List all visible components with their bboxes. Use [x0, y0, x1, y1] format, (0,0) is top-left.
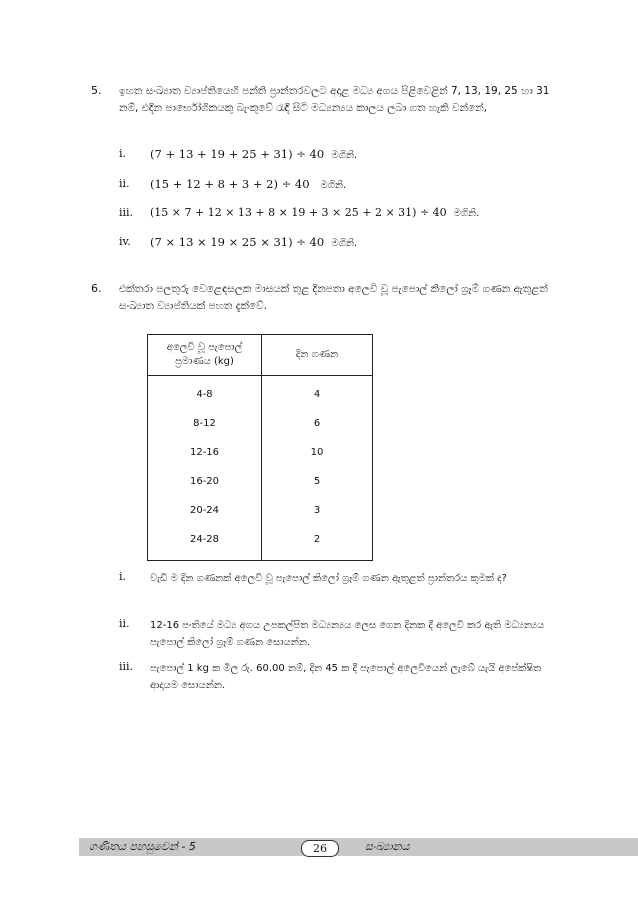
option-iii: [0, 206, 638, 224]
option-i: [0, 147, 638, 165]
question-text: ඉහත සංඛ්‍යාත ව්‍යාප්තියෙහි පන්ති ප්‍රාන්තරවලට අදාළ මධ්‍ය අගය පිළිවෙළින් 7, 13, 19, 25 හා 31 නම්, එදින පාර්භෝගිකයකු බැංකුවේ රැඳී සිටි මධ්‍යන්‍යය කාලය ලබා ගත හැකි වන්නේ,: [119, 85, 550, 114]
cell-days: 6: [262, 409, 373, 438]
question-number: 6.: [91, 282, 102, 295]
option-suffix: මගිනි.: [320, 180, 347, 191]
page-footer: [79, 838, 638, 856]
column-header-quantity: අලෙවි වූ පැපොල් ප්‍රමාණය (kg): [148, 335, 262, 376]
table-row: [148, 376, 373, 410]
cell-range: 12-16: [148, 438, 262, 467]
cell-range: 20-24: [148, 496, 262, 525]
cell-days: 5: [262, 467, 373, 496]
option-expression: (7 + 13 + 19 + 25 + 31) ÷ 40 මගිනි.: [150, 147, 358, 161]
page-number: 26: [301, 840, 339, 857]
subquestion-number: ii.: [119, 617, 130, 630]
book-title: ගණිතය පහසුවෙන් - 5: [89, 840, 196, 853]
option-expression: (15 × 7 + 12 × 13 + 8 × 19 + 3 × 25 + 2 × 31) ÷ 40 මගිනි.: [150, 206, 480, 219]
question-number: 5.: [91, 84, 102, 97]
table-row: [148, 409, 373, 438]
table-header-row: [148, 335, 373, 376]
subquestion-number: i.: [119, 570, 127, 583]
option-number: ii.: [119, 177, 130, 190]
cell-range: 8-12: [148, 409, 262, 438]
table-row: [148, 525, 373, 561]
cell-days: 4: [262, 376, 373, 410]
question-text: එක්තරා පලතුරු වෙළෙඳසලක මාසයක් තුළ දිනපතා අලෙවි වූ පැපොල් කිලෝ ග්‍රෑම් ගණන ඇතුළත් සංඛ්‍යාත ව්‍යාප්තියක් පහත දැක්වේ.: [119, 283, 548, 312]
cell-range: 24-28: [148, 525, 262, 561]
option-suffix: මගිනි.: [453, 208, 480, 219]
option-number: iv.: [119, 235, 131, 248]
table-row: [148, 467, 373, 496]
option-expression: (7 × 13 × 19 × 25 × 31) ÷ 40 මගිනි.: [150, 235, 358, 249]
cell-days: 2: [262, 525, 373, 561]
subquestion-text: වැඩි ම දින ගණනක් අලෙවි වූ පැපොල් කිලෝ ග්‍රෑම් ගණන ඇතුළත් ප්‍රාන්තරය කුමක් ද?: [150, 573, 507, 584]
cell-days: 10: [262, 438, 373, 467]
chapter-title: සංඛ්‍යානය: [365, 840, 410, 853]
frequency-table: [147, 334, 373, 561]
option-number: iii.: [119, 206, 134, 219]
cell-range: 4-8: [148, 376, 262, 410]
subquestion-number: iii.: [119, 660, 134, 673]
subquestion-text: පැපොල් 1 kg ක මිල රු. 60.00 නම්, දින 45 ක දී පැපොල් අලෙවියෙන් ලැබේ යැයි අපේක්ෂිත ආදායම සොයන්න.: [150, 663, 542, 691]
column-header-days: දින ගණන: [262, 335, 373, 376]
option-expression: (15 + 12 + 8 + 3 + 2) ÷ 40 මගිනි.: [150, 177, 347, 191]
cell-range: 16-20: [148, 467, 262, 496]
option-ii: [0, 177, 638, 195]
table-row: [148, 496, 373, 525]
table-row: [148, 438, 373, 467]
option-number: i.: [119, 147, 127, 160]
subquestion-text: 12-16 පංතියේ මධ්‍ය අගය උපකල්පිත මධ්‍යන්‍යය ලෙස ගෙන දිනක දී අලෙවි කර ඇති මධ්‍යන්‍යය පැපොල් කිලෝ ග්‍රෑම් ගණන සොයන්න.: [150, 620, 545, 648]
option-suffix: මගිනි.: [331, 238, 358, 249]
option-suffix: මගිනි.: [331, 150, 358, 161]
cell-days: 3: [262, 496, 373, 525]
option-iv: [0, 235, 638, 253]
